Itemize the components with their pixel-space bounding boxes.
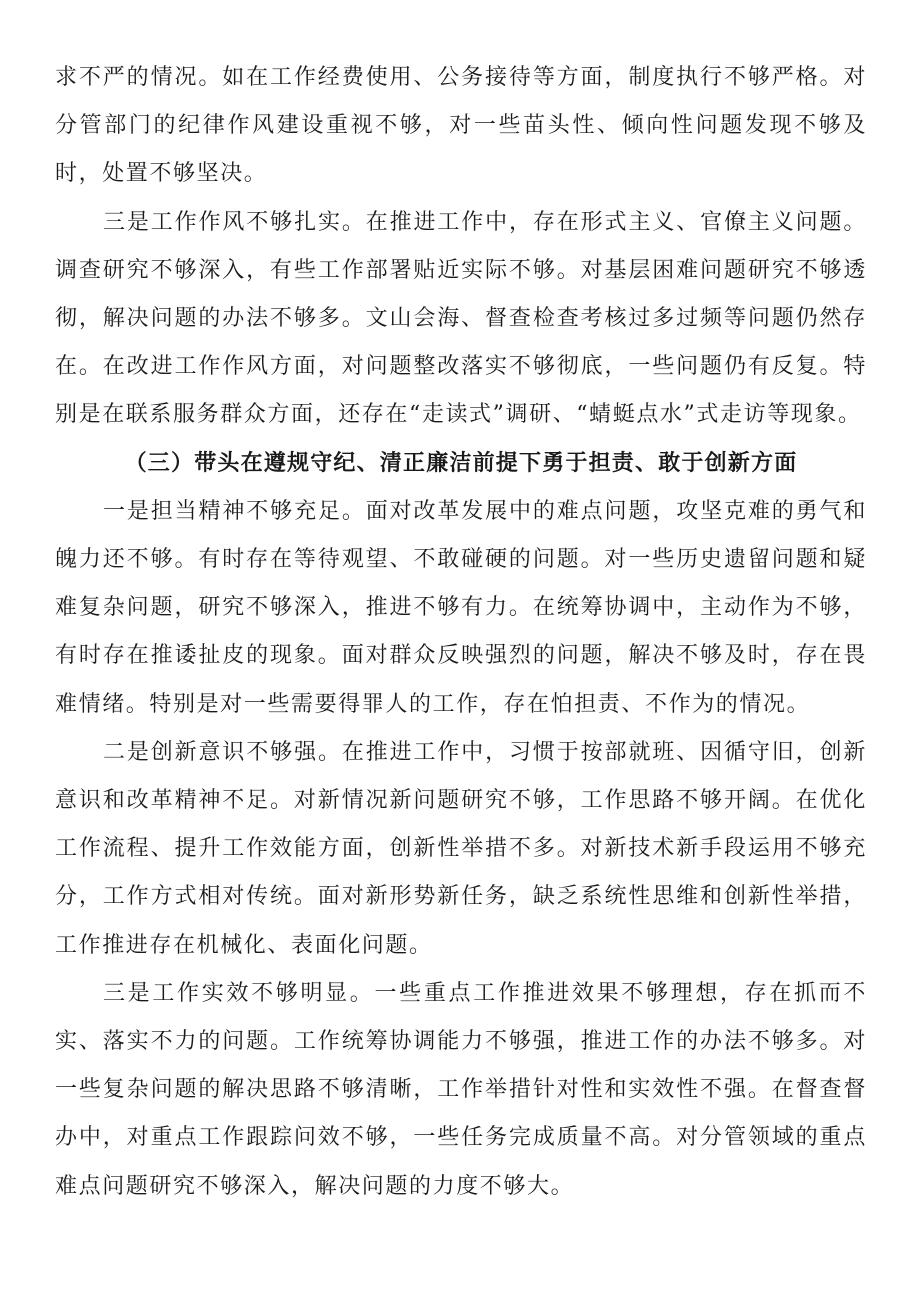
paragraph-responsibility: 一是担当精神不够充足。面对改革发展中的难点问题，攻坚克难的勇气和魄力还不够。有时存在等待观望、不敢碰硬的问题。对一些历史遗留问题和疑难复杂问题，研究不够深入，推进不够有力。在统筹协调中，主动作为不够，有时存在推诿扯皮的现象。面对群众反映强烈的问题，解决不够及时，存在畏难情绪。特别是对一些需要得罪人的工作，存在怕担责、不作为的情况。 bbox=[55, 498, 867, 717]
paragraph-effectiveness: 三是工作实效不够明显。一些重点工作推进效果不够理想，存在抓而不实、落实不力的问题。工作统筹协调能力不够强，推进工作的办法不够多。对一些复杂问题的解决思路不够清晰，工作举措针对性和实效性不强。在督查督办中，对重点工作跟踪问效不够，一些任务完成质量不高。对分管领域的重点难点问题研究不够深入，解决问题的力度不够大。 bbox=[55, 980, 867, 1199]
paragraph-continuation: 求不严的情况。如在工作经费使用、公务接待等方面，制度执行不够严格。对分管部门的纪律作风建设重视不够，对一些苗头性、倾向性问题发现不够及时，处置不够坚决。 bbox=[55, 65, 867, 187]
paragraph-work-style: 三是工作作风不够扎实。在推进工作中，存在形式主义、官僚主义问题。调查研究不够深入，有些工作部署贴近实际不够。对基层困难问题研究不够透彻，解决问题的办法不够多。文山会海、督查检查考核过多过频等问题仍然存在。在改进工作作风方面，对问题整改落实不够彻底，一些问题仍有反复。特别是在联系服务群众方面，还存在“走读式”调研、“蜻蜓点水”式走访等现象。 bbox=[55, 209, 867, 428]
paragraph-innovation: 二是创新意识不够强。在推进工作中，习惯于按部就班、因循守旧，创新意识和改革精神不足。对新情况新问题研究不够，工作思路不够开阔。在优化工作流程、提升工作效能方面，创新性举措不多。对新技术新手段运用不够充分，工作方式相对传统。面对新形势新任务，缺乏系统性思维和创新性举措，工作推进存在机械化、表面化问题。 bbox=[55, 739, 867, 958]
section-heading-3: （三）带头在遵规守纪、清正廉洁前提下勇于担责、敢于创新方面 bbox=[124, 450, 798, 476]
document-page bbox=[55, 54, 867, 1211]
